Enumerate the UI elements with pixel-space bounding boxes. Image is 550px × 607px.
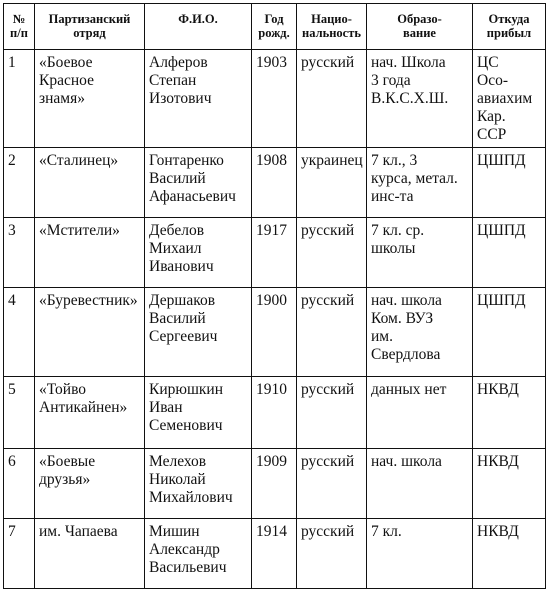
cell-line: Дебелов	[149, 222, 205, 239]
cell-line: друзья»	[39, 471, 91, 488]
cell-line: 3 года	[371, 72, 411, 89]
cell-origin	[473, 288, 546, 377]
cell-line: Откуда	[488, 12, 530, 26]
cell-name	[145, 449, 252, 519]
cell-line: Свердлова	[371, 346, 441, 363]
cell-unit	[35, 50, 145, 148]
cell-education	[367, 50, 473, 148]
table-row	[4, 148, 546, 218]
cell-line: «Боевое	[39, 54, 93, 71]
cell-line: «Тойво	[39, 381, 87, 398]
cell-name	[145, 377, 252, 449]
cell-nationality: русский	[297, 377, 367, 449]
cell-line: вание	[403, 26, 436, 40]
cell-year: 1917	[252, 218, 297, 288]
cell-line: Антикайнен»	[39, 399, 128, 416]
cell-line: Александр	[149, 541, 220, 558]
cell-line: Николай	[149, 471, 206, 488]
cell-line: Изотович	[149, 90, 212, 107]
header-num	[4, 4, 35, 50]
cell-year: 1914	[252, 519, 297, 589]
cell-line: №	[12, 12, 26, 26]
cell-line: Ком. ВУЗ	[371, 310, 434, 327]
table-row	[4, 50, 546, 148]
cell-name	[145, 519, 252, 589]
cell-line: отряд	[73, 26, 106, 40]
cell-nationality: русский	[297, 218, 367, 288]
cell-line: рожд.	[258, 26, 290, 40]
header-year	[252, 4, 297, 50]
cell-education	[367, 288, 473, 377]
cell-origin	[473, 218, 546, 288]
cell-line: Василий	[149, 170, 206, 187]
cell-line: ЦШПД	[477, 222, 526, 239]
cell-line: прибыл	[486, 26, 532, 40]
cell-line: Михайлович	[149, 489, 233, 506]
cell-name	[145, 218, 252, 288]
cell-line: Год	[264, 12, 284, 26]
header-name	[145, 4, 252, 50]
cell-education	[367, 519, 473, 589]
cell-line: 7 кл. ср.	[371, 222, 425, 239]
table-row	[4, 449, 546, 519]
header-row	[4, 4, 546, 50]
cell-line: инс-та	[371, 188, 414, 205]
cell-line: нач. школа	[371, 292, 442, 309]
cell-line: Кирюшкин	[149, 381, 224, 398]
cell-line: ЦС	[477, 54, 499, 71]
cell-line: Ф.И.О.	[178, 12, 218, 26]
cell-line: 7 кл.	[371, 523, 402, 540]
cell-line: НКВД	[477, 523, 519, 540]
cell-line: им.	[371, 328, 393, 345]
header-education	[367, 4, 473, 50]
cell-unit	[35, 449, 145, 519]
cell-line: Степан	[149, 72, 197, 89]
header-origin	[473, 4, 546, 50]
cell-line: Василий	[149, 310, 206, 327]
cell-education	[367, 377, 473, 449]
cell-line: Алферов	[149, 54, 208, 71]
cell-line: Кар.	[477, 108, 506, 125]
cell-origin	[473, 377, 546, 449]
cell-education	[367, 449, 473, 519]
cell-line: НКВД	[477, 453, 519, 470]
cell-year: 1909	[252, 449, 297, 519]
cell-line: Дершаков	[149, 292, 216, 309]
cell-line: авиахим	[477, 90, 533, 107]
cell-nationality: русский	[297, 449, 367, 519]
cell-year: 1903	[252, 50, 297, 148]
cell-nationality: русский	[297, 50, 367, 148]
cell-name	[145, 288, 252, 377]
cell-origin	[473, 148, 546, 218]
cell-line: Семенович	[149, 417, 223, 434]
cell-origin	[473, 519, 546, 589]
header-unit	[35, 4, 145, 50]
cell-num: 2	[4, 148, 35, 218]
cell-line: ЦШПД	[477, 152, 526, 169]
cell-unit	[35, 519, 145, 589]
cell-line: им. Чапаева	[39, 523, 118, 540]
cell-line: «Буревестник»	[39, 292, 138, 309]
cell-line: Гонтаренко	[149, 152, 224, 169]
table-row	[4, 288, 546, 377]
cell-nationality: украинец	[297, 148, 367, 218]
cell-line: Мелехов	[149, 453, 207, 470]
cell-num: 3	[4, 218, 35, 288]
cell-line: Васильевич	[149, 559, 227, 576]
cell-unit	[35, 148, 145, 218]
cell-education	[367, 218, 473, 288]
cell-line: п/п	[10, 26, 28, 40]
partisan-detachments-table	[3, 3, 546, 589]
cell-line: Иван	[149, 399, 183, 416]
cell-education	[367, 148, 473, 218]
cell-line: нальность	[302, 26, 361, 40]
header-nationality	[297, 4, 367, 50]
cell-line: Мишин	[149, 523, 200, 540]
table-row	[4, 377, 546, 449]
cell-year: 1908	[252, 148, 297, 218]
cell-num: 7	[4, 519, 35, 589]
cell-unit	[35, 218, 145, 288]
cell-line: ЦШПД	[477, 292, 526, 309]
cell-line: ССР	[477, 126, 507, 143]
cell-num: 1	[4, 50, 35, 148]
cell-line: Сергеевич	[149, 328, 218, 345]
cell-unit	[35, 288, 145, 377]
cell-line: Иванович	[149, 258, 214, 275]
cell-line: нач. Школа	[371, 54, 446, 71]
cell-num: 6	[4, 449, 35, 519]
cell-year: 1910	[252, 377, 297, 449]
cell-name	[145, 148, 252, 218]
cell-line: НКВД	[477, 381, 519, 398]
cell-year: 1900	[252, 288, 297, 377]
cell-line: нач. школа	[371, 453, 442, 470]
cell-origin	[473, 449, 546, 519]
cell-origin	[473, 50, 546, 148]
cell-line: 7 кл., 3	[371, 152, 418, 169]
cell-line: Михаил	[149, 240, 202, 257]
cell-unit	[35, 377, 145, 449]
cell-line: курса, метал.	[371, 170, 458, 187]
cell-line: Осо-	[477, 72, 508, 89]
cell-line: данных нет	[371, 381, 447, 398]
cell-name	[145, 50, 252, 148]
cell-line: Красное	[39, 72, 94, 89]
cell-line: Партизанский	[48, 12, 131, 26]
cell-num: 4	[4, 288, 35, 377]
table-row	[4, 519, 546, 589]
cell-line: В.К.С.Х.Ш.	[371, 90, 449, 107]
cell-line: Нацио-	[311, 12, 352, 26]
cell-line: «Мстители»	[39, 222, 120, 239]
cell-line: Афанасьевич	[149, 188, 236, 205]
cell-nationality: русский	[297, 288, 367, 377]
cell-num: 5	[4, 377, 35, 449]
cell-line: «Боевые	[39, 453, 96, 470]
cell-nationality: русский	[297, 519, 367, 589]
cell-line: Образо-	[397, 12, 442, 26]
cell-line: школы	[371, 240, 416, 257]
cell-line: знамя»	[39, 90, 85, 107]
table-row	[4, 218, 546, 288]
cell-line: «Сталинец»	[39, 152, 119, 169]
